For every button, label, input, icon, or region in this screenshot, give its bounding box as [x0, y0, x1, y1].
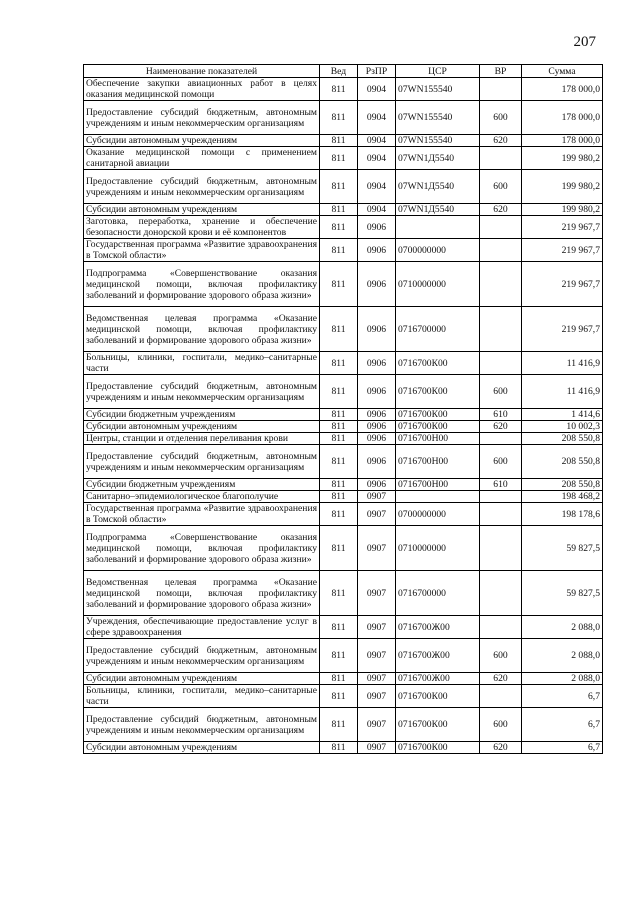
row-vr [480, 571, 522, 616]
header-vr: ВР [480, 65, 522, 78]
table-row [84, 375, 603, 409]
row-name: Оказание медицинской помощи с применением санитарной авиации [84, 147, 320, 170]
row-rzpr: 0904 [358, 204, 396, 216]
row-csr: 0700000000 [396, 239, 480, 262]
row-sum: 198 178,6 [522, 503, 603, 526]
row-sum: 199 980,2 [522, 147, 603, 170]
row-name: Субсидии автономным учреждениям [84, 673, 320, 685]
row-vr [480, 147, 522, 170]
row-vr [480, 262, 522, 307]
row-sum: 208 550,8 [522, 433, 603, 445]
row-ved: 811 [320, 742, 358, 754]
table-row [84, 262, 603, 307]
row-sum: 199 980,2 [522, 204, 603, 216]
table-row [84, 639, 603, 673]
row-csr: 0716700Н00 [396, 445, 480, 479]
header-csr: ЦСР [396, 65, 480, 78]
row-name: Субсидии автономным учреждениям [84, 135, 320, 147]
row-sum: 59 827,5 [522, 571, 603, 616]
table-row [84, 433, 603, 445]
row-ved: 811 [320, 673, 358, 685]
row-sum: 2 088,0 [522, 673, 603, 685]
row-rzpr: 0907 [358, 685, 396, 708]
row-rzpr: 0906 [358, 409, 396, 421]
row-csr: 0700000000 [396, 503, 480, 526]
row-csr: 0716700Ж00 [396, 616, 480, 639]
row-sum: 10 002,3 [522, 421, 603, 433]
row-csr [396, 491, 480, 503]
row-sum: 219 967,7 [522, 216, 603, 239]
row-sum: 2 088,0 [522, 616, 603, 639]
row-csr: 07WN1Д5540 [396, 170, 480, 204]
row-csr: 0716700Ж00 [396, 639, 480, 673]
row-vr: 600 [480, 101, 522, 135]
row-vr [480, 685, 522, 708]
table-row [84, 673, 603, 685]
row-ved: 811 [320, 216, 358, 239]
row-csr: 0710000000 [396, 262, 480, 307]
row-vr: 600 [480, 170, 522, 204]
row-ved: 811 [320, 147, 358, 170]
row-ved: 811 [320, 375, 358, 409]
row-rzpr: 0907 [358, 526, 396, 571]
table-row [84, 147, 603, 170]
row-rzpr: 0907 [358, 503, 396, 526]
budget-table [83, 64, 603, 754]
row-ved: 811 [320, 262, 358, 307]
row-name: Предоставление субсидий бюджетным, автономным учреждениям и иным некоммерческим организациям [84, 375, 320, 409]
table-row [84, 216, 603, 239]
row-ved: 811 [320, 135, 358, 147]
row-name: Подпрограмма «Совершенствование оказания медицинской помощи, включая профилактику заболеваний и формирование здорового образа жизни» [84, 262, 320, 307]
row-vr: 600 [480, 375, 522, 409]
page-number: 207 [573, 34, 596, 50]
row-sum: 6,7 [522, 742, 603, 754]
row-vr: 610 [480, 479, 522, 491]
table-row [84, 101, 603, 135]
row-vr: 620 [480, 421, 522, 433]
row-ved: 811 [320, 616, 358, 639]
row-rzpr: 0907 [358, 616, 396, 639]
row-ved: 811 [320, 307, 358, 352]
table-row [84, 78, 603, 101]
row-vr: 620 [480, 204, 522, 216]
row-vr [480, 239, 522, 262]
row-rzpr: 0906 [358, 216, 396, 239]
row-rzpr: 0907 [358, 491, 396, 503]
row-name: Ведомственная целевая программа «Оказание медицинской помощи, включая профилактику заболеваний и формирование здорового образа жизни» [84, 571, 320, 616]
row-csr: 0716700Ж00 [396, 673, 480, 685]
row-ved: 811 [320, 421, 358, 433]
row-vr [480, 216, 522, 239]
row-sum: 178 000,0 [522, 135, 603, 147]
row-sum: 178 000,0 [522, 78, 603, 101]
header-name: Наименование показателей [84, 65, 320, 78]
row-rzpr: 0904 [358, 135, 396, 147]
row-ved: 811 [320, 571, 358, 616]
table-row [84, 571, 603, 616]
row-name: Государственная программа «Развитие здравоохранения в Томской области» [84, 239, 320, 262]
row-ved: 811 [320, 685, 358, 708]
table-row [84, 503, 603, 526]
row-rzpr: 0906 [358, 239, 396, 262]
row-sum: 11 416,9 [522, 352, 603, 375]
table-row [84, 239, 603, 262]
row-name: Государственная программа «Развитие здравоохранения в Томской области» [84, 503, 320, 526]
row-ved: 811 [320, 503, 358, 526]
row-rzpr: 0906 [358, 433, 396, 445]
row-vr [480, 433, 522, 445]
row-csr: 0716700К00 [396, 409, 480, 421]
row-ved: 811 [320, 409, 358, 421]
row-name: Субсидии автономным учреждениям [84, 421, 320, 433]
row-vr [480, 491, 522, 503]
table-row [84, 135, 603, 147]
row-rzpr: 0906 [358, 445, 396, 479]
row-vr [480, 616, 522, 639]
row-sum: 178 000,0 [522, 101, 603, 135]
row-vr [480, 503, 522, 526]
table-row [84, 170, 603, 204]
table-header-row [84, 65, 603, 78]
row-csr: 0716700000 [396, 307, 480, 352]
row-csr: 0716700К00 [396, 352, 480, 375]
row-csr: 0716700К00 [396, 742, 480, 754]
table-row [84, 204, 603, 216]
row-sum: 219 967,7 [522, 239, 603, 262]
table-row [84, 352, 603, 375]
table-row [84, 616, 603, 639]
row-csr: 0716700К00 [396, 375, 480, 409]
table-body [84, 78, 603, 754]
row-vr: 620 [480, 742, 522, 754]
row-csr: 0716700000 [396, 571, 480, 616]
row-vr [480, 78, 522, 101]
table-row [84, 708, 603, 742]
row-name: Предоставление субсидий бюджетным, автономным учреждениям и иным некоммерческим организациям [84, 445, 320, 479]
row-rzpr: 0906 [358, 375, 396, 409]
row-name: Обеспечение закупки авиационных работ в целях оказания медицинской помощи [84, 78, 320, 101]
row-ved: 811 [320, 352, 358, 375]
row-ved: 811 [320, 170, 358, 204]
row-vr: 600 [480, 708, 522, 742]
row-sum: 208 550,8 [522, 445, 603, 479]
row-name: Учреждения, обеспечивающие предоставление услуг в сфере здравоохранения [84, 616, 320, 639]
row-name: Подпрограмма «Совершенствование оказания медицинской помощи, включая профилактику заболеваний и формирование здорового образа жизни» [84, 526, 320, 571]
row-name: Субсидии бюджетным учреждениям [84, 409, 320, 421]
row-rzpr: 0906 [358, 421, 396, 433]
row-ved: 811 [320, 491, 358, 503]
row-sum: 219 967,7 [522, 307, 603, 352]
row-name: Заготовка, переработка, хранение и обеспечение безопасности донорской крови и её компонентов [84, 216, 320, 239]
row-rzpr: 0904 [358, 101, 396, 135]
row-name: Предоставление субсидий бюджетным, автономным учреждениям и иным некоммерческим организациям [84, 101, 320, 135]
row-csr: 07WN155540 [396, 101, 480, 135]
row-csr: 07WN155540 [396, 135, 480, 147]
row-rzpr: 0906 [358, 352, 396, 375]
row-sum: 11 416,9 [522, 375, 603, 409]
header-sum: Сумма [522, 65, 603, 78]
table-row [84, 445, 603, 479]
row-csr [396, 216, 480, 239]
row-vr: 620 [480, 673, 522, 685]
row-name: Субсидии автономным учреждениям [84, 742, 320, 754]
row-rzpr: 0907 [358, 639, 396, 673]
row-vr [480, 307, 522, 352]
row-name: Центры, станции и отделения переливания крови [84, 433, 320, 445]
row-rzpr: 0906 [358, 262, 396, 307]
row-csr: 0716700Н00 [396, 433, 480, 445]
row-vr: 600 [480, 445, 522, 479]
row-sum: 2 088,0 [522, 639, 603, 673]
row-ved: 811 [320, 445, 358, 479]
table-row [84, 491, 603, 503]
row-sum: 6,7 [522, 685, 603, 708]
row-name: Предоставление субсидий бюджетным, автономным учреждениям и иным некоммерческим организациям [84, 639, 320, 673]
row-name: Предоставление субсидий бюджетным, автономным учреждениям и иным некоммерческим организациям [84, 170, 320, 204]
row-name: Ведомственная целевая программа «Оказание медицинской помощи, включая профилактику заболеваний и формирование здорового образа жизни» [84, 307, 320, 352]
row-name: Предоставление субсидий бюджетным, автономным учреждениям и иным некоммерческим организациям [84, 708, 320, 742]
table-row [84, 307, 603, 352]
row-sum: 208 550,8 [522, 479, 603, 491]
row-name: Санитарно–эпидемиологическое благополучие [84, 491, 320, 503]
row-ved: 811 [320, 708, 358, 742]
row-csr: 0716700Н00 [396, 479, 480, 491]
row-rzpr: 0906 [358, 479, 396, 491]
row-rzpr: 0904 [358, 78, 396, 101]
row-rzpr: 0907 [358, 571, 396, 616]
row-name: Больницы, клиники, госпитали, медико–санитарные части [84, 685, 320, 708]
row-sum: 59 827,5 [522, 526, 603, 571]
row-csr: 0716700К00 [396, 685, 480, 708]
row-ved: 811 [320, 639, 358, 673]
row-sum: 219 967,7 [522, 262, 603, 307]
table-row [84, 479, 603, 491]
row-csr: 07WN155540 [396, 78, 480, 101]
row-ved: 811 [320, 78, 358, 101]
row-csr: 0710000000 [396, 526, 480, 571]
row-rzpr: 0907 [358, 708, 396, 742]
row-name: Субсидии автономным учреждениям [84, 204, 320, 216]
row-csr: 0716700К00 [396, 708, 480, 742]
row-ved: 811 [320, 479, 358, 491]
row-vr [480, 352, 522, 375]
table-row [84, 742, 603, 754]
row-rzpr: 0904 [358, 147, 396, 170]
row-rzpr: 0904 [358, 170, 396, 204]
row-rzpr: 0907 [358, 673, 396, 685]
row-vr: 620 [480, 135, 522, 147]
row-ved: 811 [320, 526, 358, 571]
row-rzpr: 0907 [358, 742, 396, 754]
row-vr: 610 [480, 409, 522, 421]
row-csr: 0716700К00 [396, 421, 480, 433]
table-row [84, 421, 603, 433]
row-csr: 07WN1Д5540 [396, 204, 480, 216]
row-ved: 811 [320, 204, 358, 216]
row-ved: 811 [320, 101, 358, 135]
row-sum: 198 468,2 [522, 491, 603, 503]
row-vr: 600 [480, 639, 522, 673]
row-name: Субсидии бюджетным учреждениям [84, 479, 320, 491]
row-ved: 811 [320, 433, 358, 445]
row-sum: 199 980,2 [522, 170, 603, 204]
row-sum: 1 414,6 [522, 409, 603, 421]
header-rzpr: РзПР [358, 65, 396, 78]
table-row [84, 409, 603, 421]
row-csr: 07WN1Д5540 [396, 147, 480, 170]
row-sum: 6,7 [522, 708, 603, 742]
table-row [84, 526, 603, 571]
table-row [84, 685, 603, 708]
row-name: Больницы, клиники, госпитали, медико–санитарные части [84, 352, 320, 375]
header-ved: Вед [320, 65, 358, 78]
row-vr [480, 526, 522, 571]
row-rzpr: 0906 [358, 307, 396, 352]
row-ved: 811 [320, 239, 358, 262]
